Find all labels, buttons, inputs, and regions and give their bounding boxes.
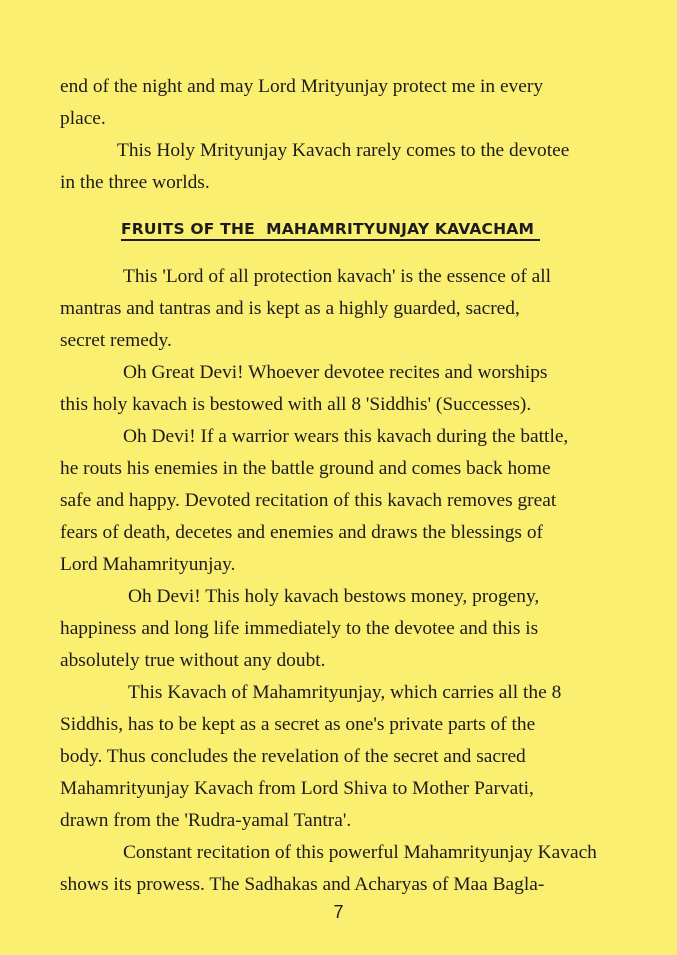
text-line: Oh Devi! This holy kavach bestows money, progeny, [128, 586, 540, 607]
text-line: drawn from the 'Rudra-yamal Tantra'. [60, 810, 352, 831]
text-line: Mahamrityunjay Kavach from Lord Shiva to Mother Parvati, [60, 778, 534, 799]
text-line: fears of death, decetes and enemies and draws the blessings of [60, 522, 543, 543]
text-line: Lord Mahamrityunjay. [60, 554, 236, 575]
text-line: end of the night and may Lord Mrityunjay protect me in every [60, 76, 544, 97]
section-heading-wrap [60, 199, 660, 261]
text-line: he routs his enemies in the battle ground and comes back home [60, 458, 551, 479]
text-line: Oh Devi! If a warrior wears this kavach during the battle, [123, 426, 569, 447]
text-line: place. [60, 108, 106, 129]
text-line: This 'Lord of all protection kavach' is the essence of all [123, 266, 552, 287]
text-line: This Kavach of Mahamrityunjay, which carries all the 8 [128, 682, 562, 703]
text-line: secret remedy. [60, 330, 172, 351]
text-line: in the three worlds. [60, 172, 210, 193]
section-heading: FRUITS OF THE MAHAMRITYUNJAY KAVACHAM [121, 220, 540, 241]
page-number: 7 [333, 902, 344, 922]
page-body [60, 71, 660, 901]
text-line: happiness and long life immediately to the devotee and this is [60, 618, 539, 639]
text-line: Oh Great Devi! Whoever devotee recites and worships [123, 362, 548, 383]
text-line: mantras and tantras and is kept as a highly guarded, sacred, [60, 298, 520, 319]
text-line: Siddhis, has to be kept as a secret as one's private parts of the [60, 714, 536, 735]
text-line: absolutely true without any doubt. [60, 650, 326, 671]
text-line: Constant recitation of this powerful Mahamrityunjay Kavach [123, 842, 597, 863]
text-line: body. Thus concludes the revelation of the secret and sacred [60, 746, 526, 767]
text-line: shows its prowess. The Sadhakas and Acharyas of Maa Bagla- [60, 874, 545, 895]
text-line: safe and happy. Devoted recitation of this kavach removes great [60, 490, 557, 511]
text-line: This Holy Mrityunjay Kavach rarely comes to the devotee [117, 140, 570, 161]
text-line: this holy kavach is bestowed with all 8 'Siddhis' (Successes). [60, 394, 532, 415]
